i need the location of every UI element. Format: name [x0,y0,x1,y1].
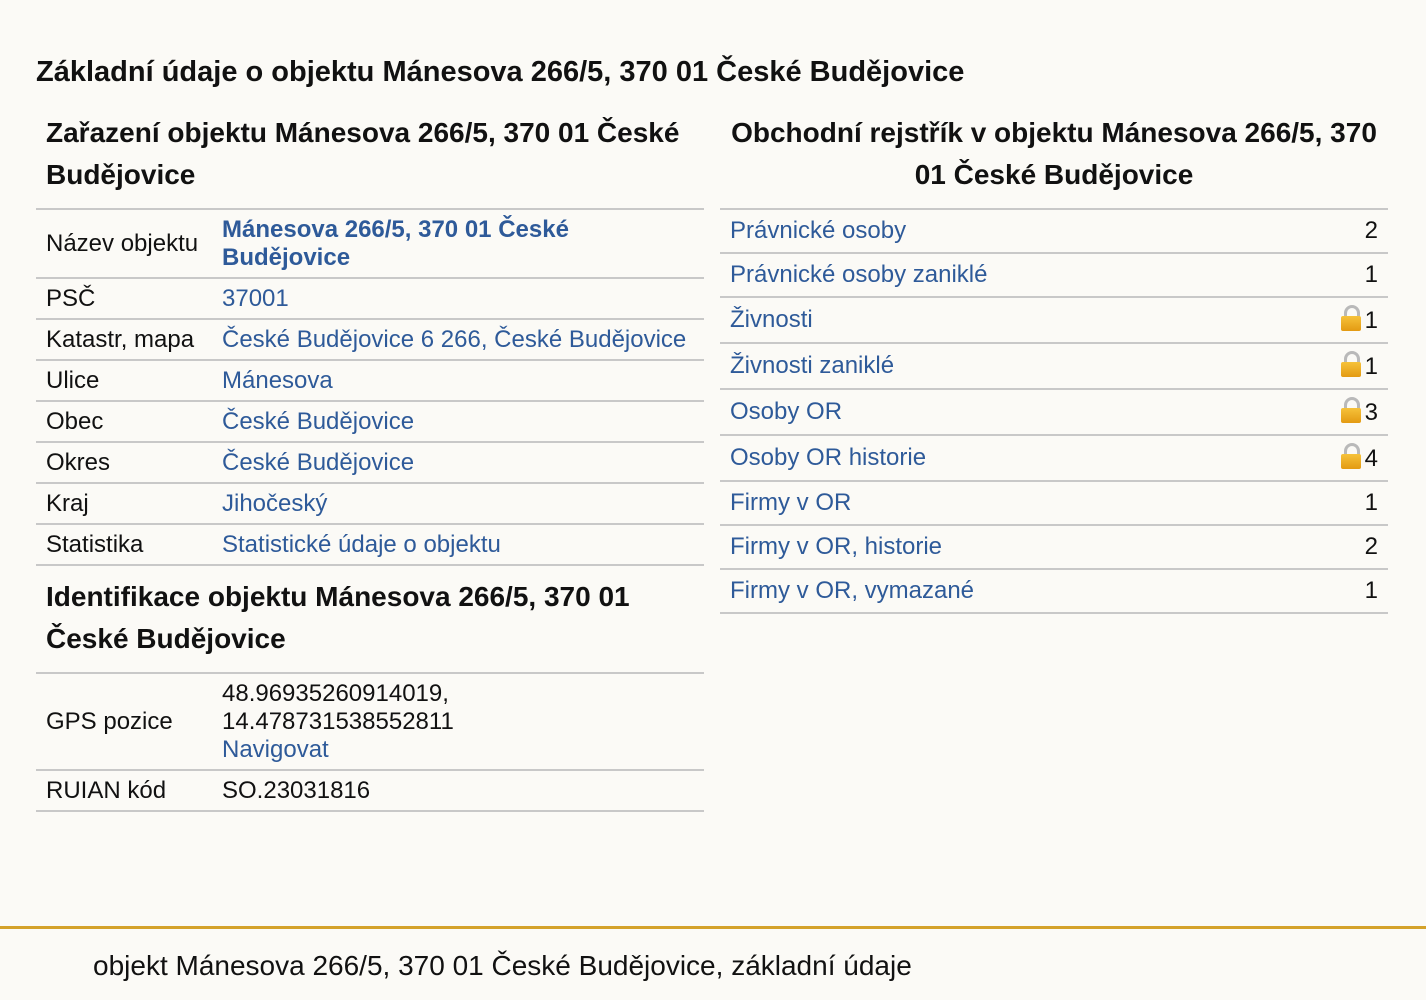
district-link[interactable]: České Budějovice [222,449,415,476]
table-row [36,673,704,770]
identification-heading: Identifikace objektu Mánesova 266/5, 370 01 České Budějovice [46,581,630,654]
table-row [720,209,1388,253]
padlock-icon [1341,305,1361,331]
classification-heading: Zařazení objektu Mánesova 266/5, 370 01 České Budějovice [46,117,680,190]
table-row [720,525,1388,569]
row-label-ruian: RUIAN kód [36,770,212,811]
trades-link[interactable]: Živnosti [730,306,813,333]
persons-or-link[interactable]: Osoby OR [730,398,843,425]
identification-section [36,576,704,812]
region-link[interactable]: Jihočeský [222,490,328,517]
row-label-region: Kraj [36,483,212,524]
firms-or-deleted-count: 1 [1364,577,1378,604]
padlock-icon [1341,351,1361,377]
table-row [720,343,1388,389]
padlock-icon [1341,443,1361,469]
register-heading: Obchodní rejstřík v objektu Mánesova 266/5, 370 01 České Budějovice [731,117,1377,190]
municipality-link[interactable]: České Budějovice [222,408,415,435]
trades-defunct-link[interactable]: Živnosti zaniklé [730,352,895,379]
table-row [720,481,1388,525]
row-label-street: Ulice [36,360,212,401]
register-table [720,208,1388,614]
psc-link[interactable]: 37001 [222,285,289,312]
trades-count: 1 [1364,307,1378,334]
footer-text: objekt Mánesova 266/5, 370 01 České Budějovice, základní údaje [93,950,912,981]
table-row [36,483,704,524]
row-label-cadastre: Katastr, mapa [36,319,212,360]
street-link[interactable]: Mánesova [222,367,333,394]
table-row [720,569,1388,613]
object-classification-panel [36,112,704,812]
business-register-panel [720,112,1388,614]
table-row [36,401,704,442]
table-row [36,524,704,565]
table-row [720,253,1388,297]
identification-table [36,672,704,812]
ruian-code: SO.23031816 [212,770,704,811]
footer-divider [0,926,1426,929]
table-row [720,297,1388,343]
navigate-link[interactable]: Navigovat [222,736,329,763]
table-row [36,278,704,319]
firms-or-deleted-link[interactable]: Firmy v OR, vymazané [730,577,975,604]
table-row [720,435,1388,481]
table-row [36,209,704,278]
table-row [36,319,704,360]
firms-or-count: 1 [1364,489,1378,516]
legal-entities-defunct-count: 1 [1364,261,1378,288]
firms-or-history-count: 2 [1364,533,1378,560]
row-label-name: Název objektu [36,209,212,278]
table-row [36,770,704,811]
legal-entities-count: 2 [1364,217,1378,244]
legal-entities-link[interactable]: Právnické osoby [730,217,907,244]
row-label-statistics: Statistika [36,524,212,565]
page-title: Základní údaje o objektu Mánesova 266/5, 370 01 České Budějovice [36,56,965,88]
table-row [720,389,1388,435]
persons-or-history-link[interactable]: Osoby OR historie [730,444,927,471]
persons-or-history-count: 4 [1364,445,1378,472]
trades-defunct-count: 1 [1364,353,1378,380]
row-label-psc: PSČ [36,278,212,319]
statistics-link[interactable]: Statistické údaje o objektu [222,531,501,558]
firms-or-history-link[interactable]: Firmy v OR, historie [730,533,943,560]
row-label-gps: GPS pozice [36,673,212,770]
row-label-district: Okres [36,442,212,483]
object-name-link[interactable]: Mánesova 266/5, 370 01 České Budějovice [222,216,569,271]
persons-or-count: 3 [1364,399,1378,426]
cadastre-link[interactable]: České Budějovice 6 266, České Budějovice [222,326,687,353]
padlock-icon [1341,397,1361,423]
classification-table [36,208,704,566]
gps-coordinates: 48.96935260914019, 14.478731538552811 [222,680,454,735]
row-label-municipality: Obec [36,401,212,442]
table-row [36,442,704,483]
table-row [36,360,704,401]
firms-or-link[interactable]: Firmy v OR [730,489,852,516]
legal-entities-defunct-link[interactable]: Právnické osoby zaniklé [730,261,988,288]
